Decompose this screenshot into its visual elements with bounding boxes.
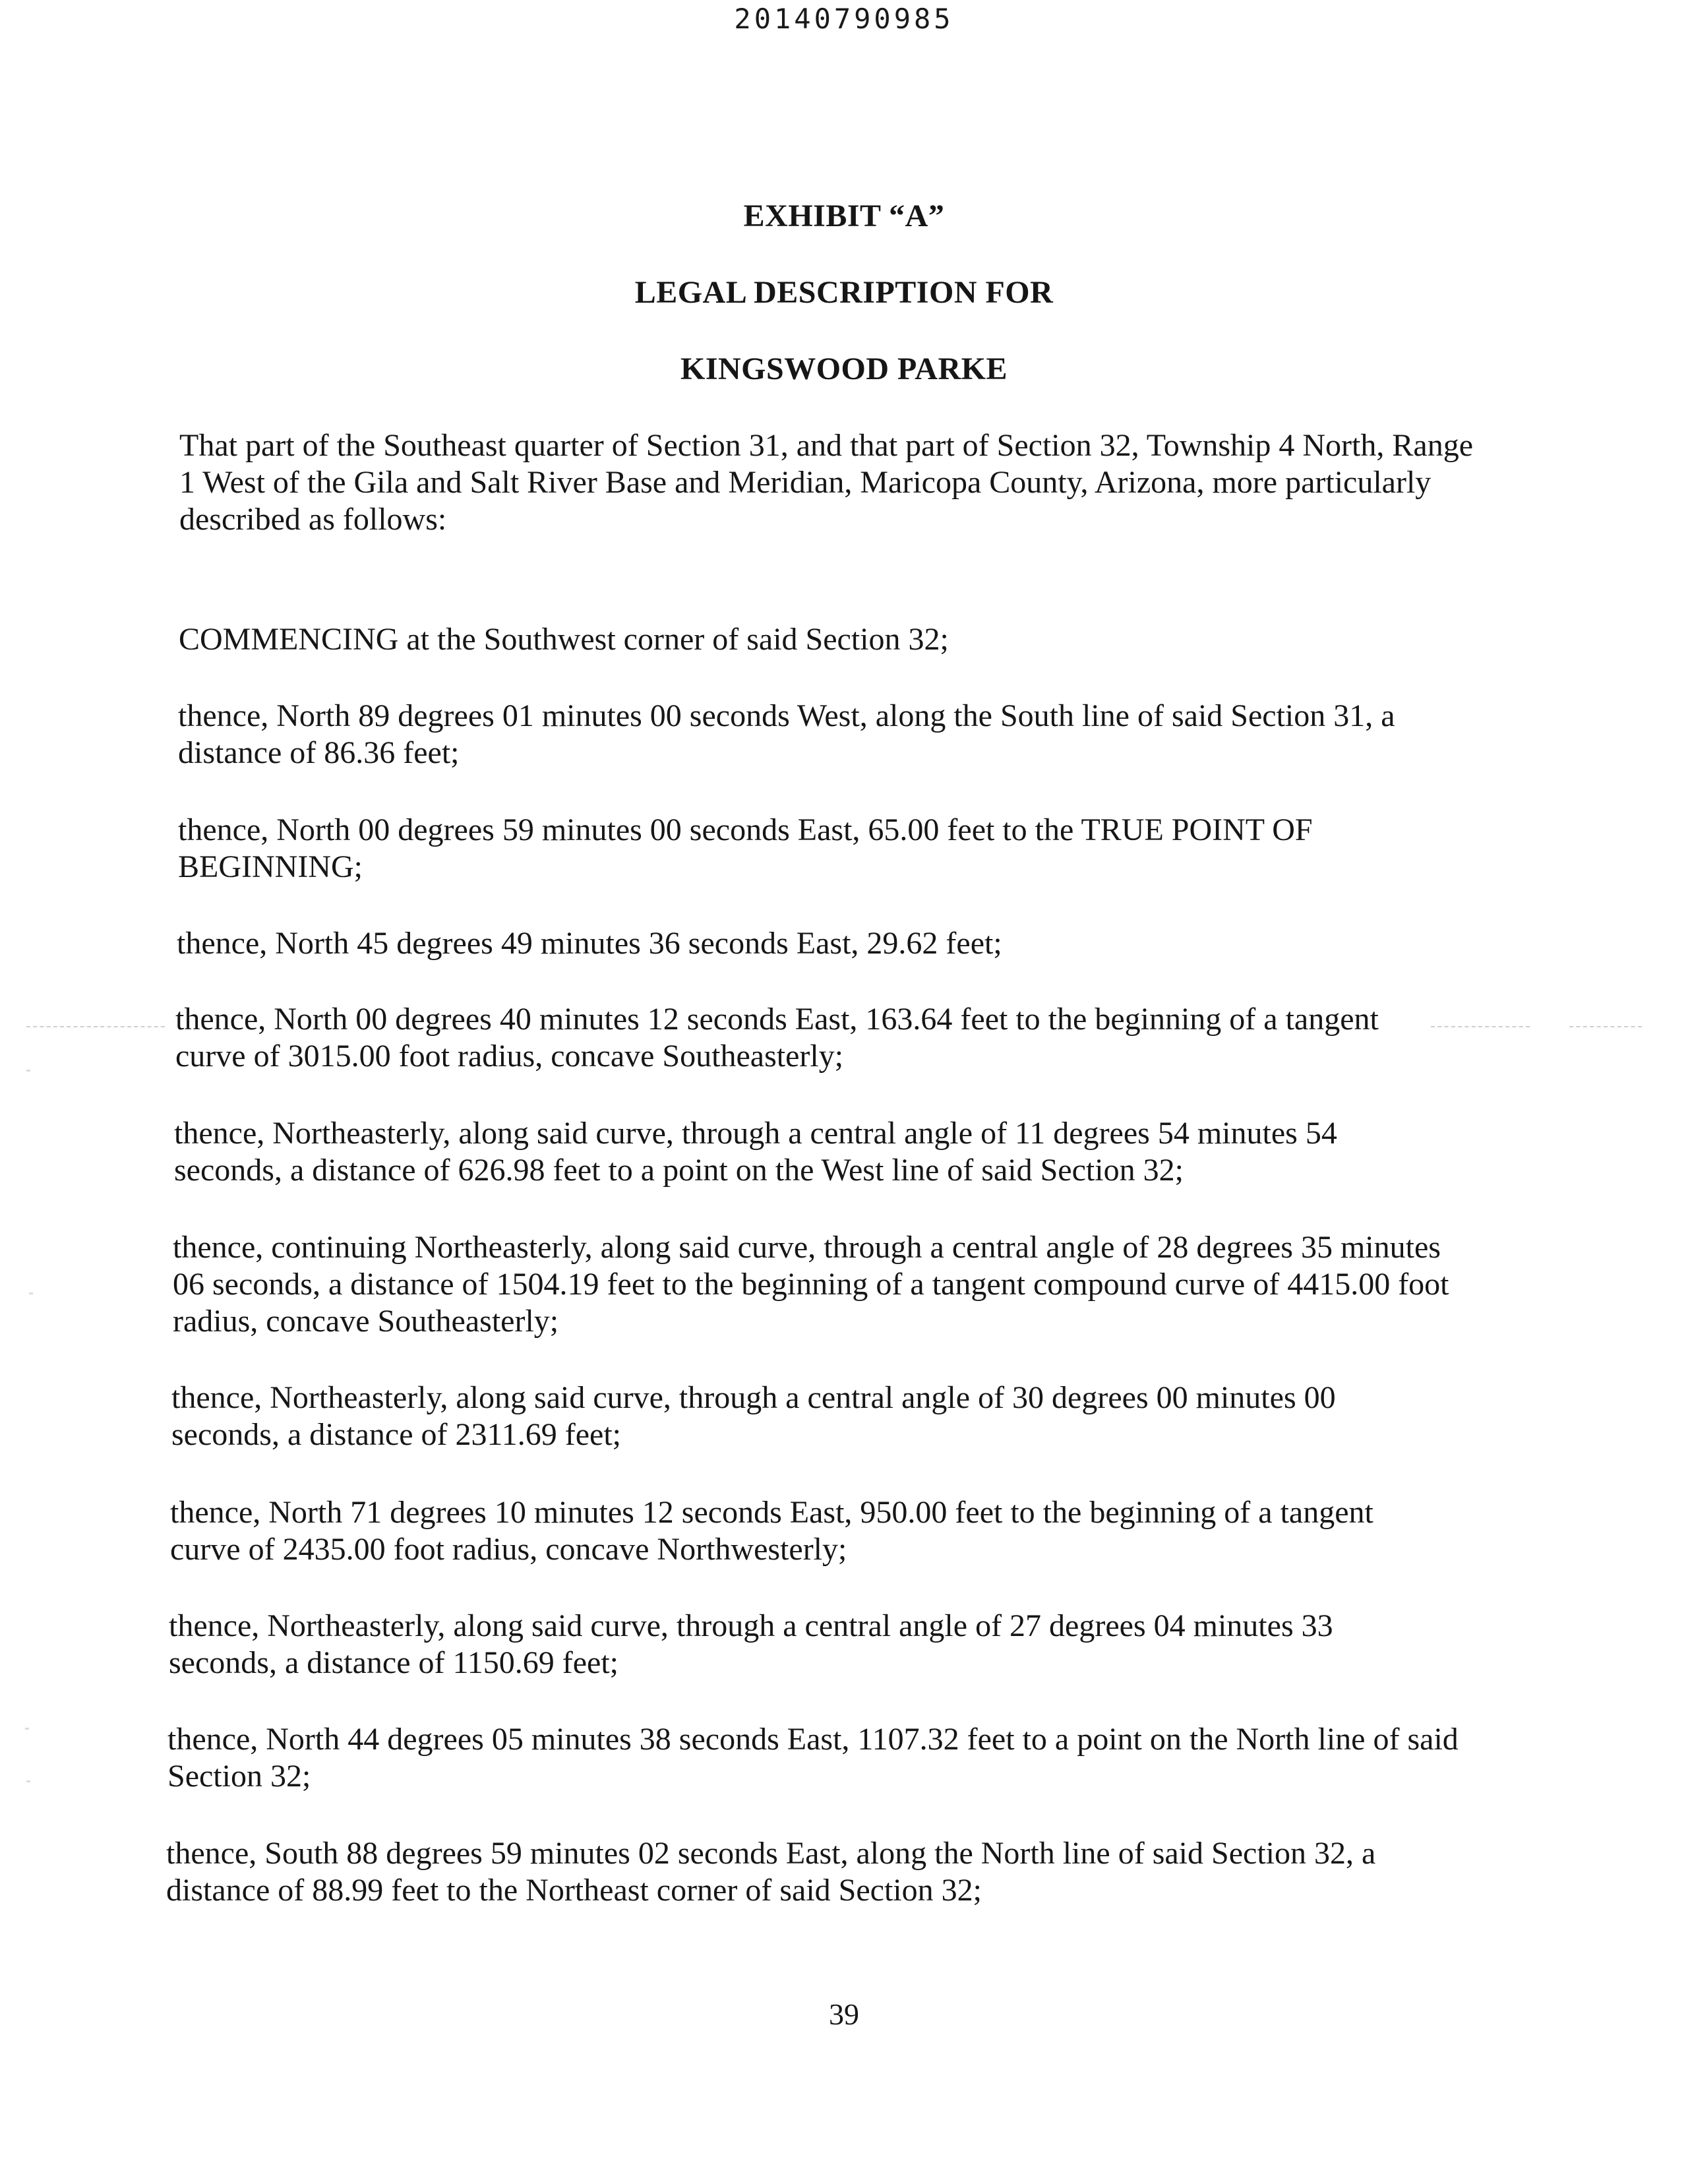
scan-artifact bbox=[1569, 1026, 1642, 1027]
course-paragraph: thence, South 88 degrees 59 minutes 02 seconds East, along the North line of said Section 32, a distance of 88.99 feet to the Northeast corner of said Section 32; bbox=[166, 1836, 1376, 1908]
course-paragraph: thence, Northeasterly, along said curve, through a central angle of 30 degrees 00 minutes 00 seconds, a distance of 2311.69 feet; bbox=[171, 1380, 1336, 1452]
course-paragraph: thence, North 71 degrees 10 minutes 12 seconds East, 950.00 feet to the beginning of a tangent curve of 2435.00 foot radius, concave Northwesterly; bbox=[170, 1495, 1373, 1567]
scan-artifact bbox=[1431, 1026, 1530, 1027]
course-paragraph: thence, North 89 degrees 01 minutes 00 seconds West, along the South line of said Section 31, a distance of 86.36 feet; bbox=[178, 698, 1395, 770]
commencing-paragraph: COMMENCING at the Southwest corner of said Section 32; bbox=[179, 622, 949, 657]
intro-paragraph: That part of the Southeast quarter of Section 31, and that part of Section 32, Township 4 North, Range 1 West of the Gila and Salt River Base and Meridian, Maricopa County, Arizona, more particularly described as follows: bbox=[179, 428, 1473, 537]
course-paragraph: thence, North 45 degrees 49 minutes 36 seconds East, 29.62 feet; bbox=[177, 926, 1002, 961]
scan-artifact bbox=[25, 1728, 29, 1730]
recording-number: 20140790985 bbox=[734, 3, 954, 35]
scan-artifact bbox=[26, 1026, 165, 1027]
scan-artifact bbox=[29, 1292, 33, 1294]
course-paragraph: thence, continuing Northeasterly, along said curve, through a central angle of 28 degrees 35 minutes 06 seconds, a distance of 1504.19 feet to the beginning of a tangent compound curve of 4415.00 foot radius, concave Southeasterly; bbox=[173, 1230, 1449, 1339]
exhibit-heading: EXHIBIT “A” bbox=[743, 198, 945, 233]
scan-artifact bbox=[26, 1780, 30, 1782]
course-paragraph: thence, Northeasterly, along said curve, through a central angle of 27 degrees 04 minutes 33 seconds, a distance of 1150.69 feet; bbox=[169, 1608, 1333, 1680]
course-paragraph: thence, Northeasterly, along said curve, through a central angle of 11 degrees 54 minutes 54 seconds, a distance of 626.98 feet to a point on the West line of said Section 32; bbox=[174, 1116, 1337, 1188]
course-paragraph: thence, North 00 degrees 59 minutes 00 seconds East, 65.00 feet to the TRUE POINT OF BEGINNING; bbox=[178, 812, 1313, 884]
project-name-heading: KINGSWOOD PARKE bbox=[680, 351, 1008, 386]
course-paragraph: thence, North 44 degrees 05 minutes 38 seconds East, 1107.32 feet to a point on the North line of said Section 32; bbox=[167, 1722, 1459, 1794]
page-number: 39 bbox=[829, 1997, 859, 2031]
course-paragraph: thence, North 00 degrees 40 minutes 12 seconds East, 163.64 feet to the beginning of a tangent curve of 3015.00 foot radius, concave Southeasterly; bbox=[175, 1002, 1379, 1074]
scan-artifact bbox=[26, 1070, 30, 1072]
legal-description-heading: LEGAL DESCRIPTION FOR bbox=[634, 275, 1054, 310]
